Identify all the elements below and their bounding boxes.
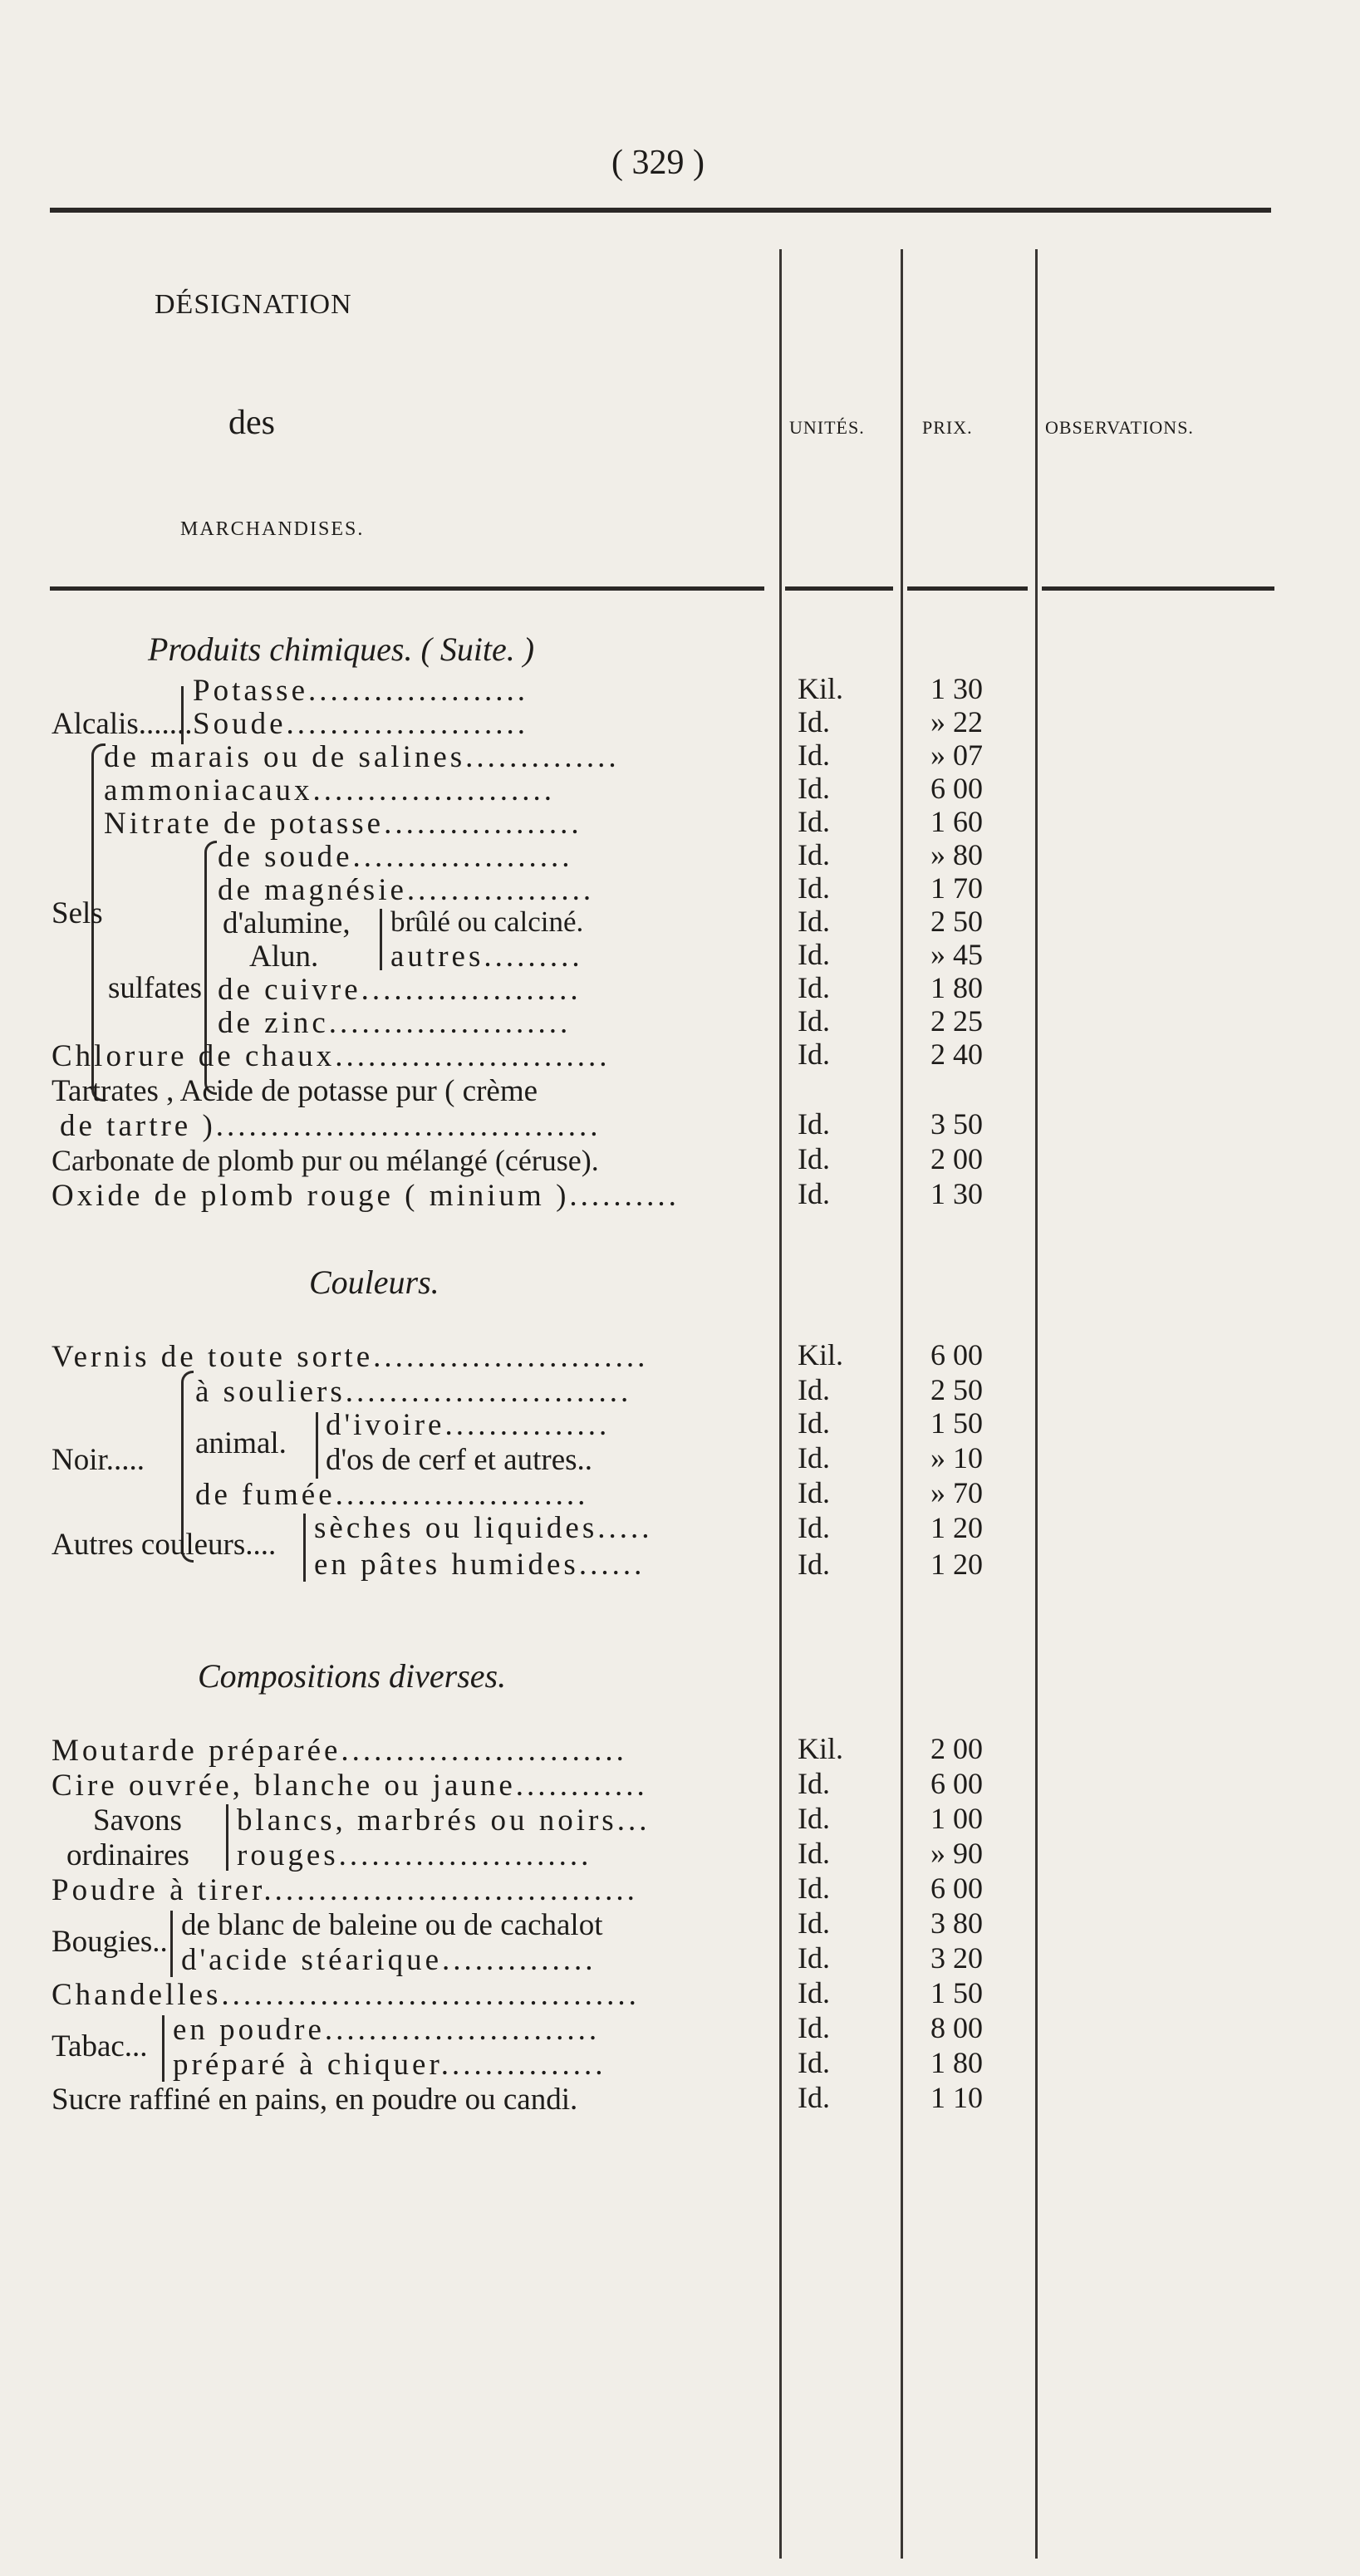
row-label: sèches ou liquides..... — [314, 1511, 653, 1545]
designation-title: DÉSIGNATION — [155, 289, 352, 320]
group-label-tabac: Tabac... — [52, 2029, 148, 2063]
row-unit: Id. — [798, 1441, 830, 1474]
row-label: Moutarde préparée.......................... — [52, 1734, 627, 1768]
section-title-couleurs: Couleurs. — [309, 1263, 439, 1301]
row-label: à souliers.......................... — [195, 1375, 632, 1409]
header-rule — [1042, 586, 1274, 591]
row-unit: Id. — [798, 1406, 830, 1440]
row-label: Sucre raffiné en pains, en poudre ou candi. — [52, 2083, 578, 2117]
row-unit: Id. — [798, 1004, 830, 1038]
row-label: d'ivoire............... — [326, 1408, 611, 1442]
row-label: Oxide de plomb rouge ( minium ).......... — [52, 1179, 680, 1213]
row-price: 1 30 — [930, 1177, 983, 1210]
row-unit: Id. — [798, 838, 830, 871]
row-unit: Id. — [798, 2081, 830, 2114]
row-label: Nitrate de potasse.................. — [104, 807, 582, 841]
row-price: 6 00 — [930, 772, 983, 805]
row-price: 6 00 — [930, 1338, 983, 1371]
row-label: Poudre à tirer.................................. — [52, 1873, 638, 1907]
row-unit: Id. — [798, 772, 830, 805]
row-unit: Id. — [798, 1976, 830, 2009]
row-label: d'acide stéarique.............. — [181, 1943, 597, 1977]
row-unit: Id. — [798, 1107, 830, 1141]
row-price: 1 60 — [930, 805, 983, 838]
row-unit: Id. — [798, 1941, 830, 1975]
brace — [162, 2015, 164, 2082]
row-price: 2 00 — [930, 1142, 983, 1175]
row-unit: Id. — [798, 938, 830, 971]
row-price: 1 80 — [930, 971, 983, 1004]
row-price: 2 50 — [930, 1373, 983, 1406]
row-unit: Id. — [798, 1548, 830, 1581]
row-label: de fumée....................... — [195, 1478, 589, 1512]
row-label: d'alumine, — [223, 906, 351, 940]
row-label: d'os de cerf et autres.. — [326, 1443, 593, 1477]
row-label: en poudre......................... — [173, 2013, 601, 2047]
brace — [380, 909, 382, 970]
row-price: 6 00 — [930, 1767, 983, 1800]
row-unit: Id. — [798, 1872, 830, 1905]
column-divider-unites — [779, 249, 782, 2559]
row-label: Tartrates , Acide de potasse pur ( crème — [52, 1074, 538, 1108]
row-label: ammoniacaux...................... — [104, 773, 556, 807]
section-title-chimiques: Produits chimiques. ( Suite. ) — [148, 631, 535, 668]
row-unit: Id. — [798, 738, 830, 772]
row-label-alun: Alun. — [249, 940, 319, 974]
row-unit: Id. — [798, 705, 830, 738]
row-price: 1 50 — [930, 1406, 983, 1440]
row-label: de soude.................... — [218, 840, 573, 874]
brace — [316, 1412, 318, 1479]
row-unit: Id. — [798, 805, 830, 838]
row-unit: Id. — [798, 1373, 830, 1406]
row-price: » 45 — [930, 938, 983, 971]
row-price: 8 00 — [930, 2011, 983, 2044]
row-unit: Id. — [798, 1906, 830, 1940]
row-price: 6 00 — [930, 1872, 983, 1905]
column-header-unites: UNITÉS. — [789, 417, 865, 438]
row-label: en pâtes humides...... — [314, 1548, 646, 1582]
row-unit: Id. — [798, 871, 830, 905]
group-label-savons: Savons — [93, 1803, 182, 1838]
row-unit: Id. — [798, 1767, 830, 1800]
row-unit: Id. — [798, 2011, 830, 2044]
column-header-prix: PRIX. — [922, 417, 973, 438]
row-label: Soude...................... — [193, 707, 528, 741]
row-price: 1 70 — [930, 871, 983, 905]
row-unit: Id. — [798, 1802, 830, 1835]
group-label-noir: Noir..... — [52, 1443, 145, 1477]
row-price: 3 20 — [930, 1941, 983, 1975]
top-rule — [50, 208, 1271, 213]
row-label: rouges....................... — [237, 1838, 592, 1872]
group-label-bougies: Bougies.. — [52, 1925, 168, 1959]
designation-marchandises: MARCHANDISES. — [180, 518, 365, 540]
row-unit: Id. — [798, 1142, 830, 1175]
row-price: » 22 — [930, 705, 983, 738]
row-label: de zinc...................... — [218, 1006, 572, 1040]
row-label: de magnésie................. — [218, 873, 595, 907]
row-price: » 10 — [930, 1441, 983, 1474]
group-label-sulfates: sulfates — [108, 971, 203, 1005]
column-header-observations: OBSERVATIONS. — [1045, 417, 1194, 438]
row-label-secondary: de tartre )................................... — [60, 1109, 601, 1143]
row-unit: Kil. — [798, 672, 844, 705]
row-price: 3 80 — [930, 1906, 983, 1940]
row-unit: Id. — [798, 1038, 830, 1071]
row-label: blancs, marbrés ou noirs... — [237, 1803, 651, 1838]
group-label-autres-couleurs: Autres couleurs.... — [52, 1528, 277, 1562]
row-price: 2 00 — [930, 1732, 983, 1765]
header-rule — [50, 586, 764, 591]
row-price: » 80 — [930, 838, 983, 871]
row-price: 2 50 — [930, 905, 983, 938]
row-unit: Kil. — [798, 1732, 844, 1765]
row-price: 1 20 — [930, 1511, 983, 1544]
brace — [226, 1804, 228, 1871]
row-price: 1 10 — [930, 2081, 983, 2114]
column-divider-prix — [901, 249, 903, 2559]
row-unit: Id. — [798, 1177, 830, 1210]
group-label-animal: animal. — [195, 1426, 287, 1460]
row-price: » 90 — [930, 1837, 983, 1870]
row-label: de cuivre.................... — [218, 973, 582, 1007]
group-label-ordinaires: ordinaires — [66, 1838, 189, 1872]
row-label: Chandelles...................................... — [52, 1978, 640, 2012]
row-label-secondary: brûlé ou calciné. — [390, 905, 584, 938]
page-number: ( 329 ) — [611, 144, 705, 182]
row-price: 2 40 — [930, 1038, 983, 1071]
row-label: Carbonate de plomb pur ou mélangé (céruse). — [52, 1144, 599, 1177]
row-unit: Id. — [798, 1837, 830, 1870]
row-price: 2 25 — [930, 1004, 983, 1038]
row-label: Potasse.................... — [193, 674, 528, 708]
section-title-compositions: Compositions diverses. — [198, 1657, 507, 1695]
row-price: 1 80 — [930, 2046, 983, 2079]
brace — [181, 686, 184, 744]
row-label: Cire ouvrée, blanche ou jaune............ — [52, 1769, 648, 1803]
row-label: de marais ou de salines.............. — [104, 740, 620, 774]
header-rule — [785, 586, 893, 591]
row-label: Chlorure de chaux......................... — [52, 1039, 611, 1073]
row-unit: Id. — [798, 2046, 830, 2079]
row-label: Vernis de toute sorte......................... — [52, 1340, 649, 1374]
row-price: 3 50 — [930, 1107, 983, 1141]
row-unit: Id. — [798, 971, 830, 1004]
row-price: » 07 — [930, 738, 983, 772]
row-price: 1 50 — [930, 1976, 983, 2009]
row-price: 1 00 — [930, 1802, 983, 1835]
row-price: » 70 — [930, 1476, 983, 1509]
header-rule — [907, 586, 1028, 591]
row-unit: Id. — [798, 1511, 830, 1544]
row-unit: Kil. — [798, 1338, 844, 1371]
group-label-sels: Sels — [52, 896, 103, 930]
row-label: autres......... — [390, 940, 583, 974]
row-price: 1 20 — [930, 1548, 983, 1581]
row-label: préparé à chiquer............... — [173, 2048, 606, 2082]
column-divider-observations — [1035, 249, 1038, 2559]
brace — [170, 1911, 173, 1977]
row-unit: Id. — [798, 905, 830, 938]
row-label: de blanc de baleine ou de cachalot — [181, 1908, 603, 1942]
row-unit: Id. — [798, 1476, 830, 1509]
brace — [303, 1514, 306, 1582]
group-label-alcalis: Alcalis....... — [52, 707, 193, 741]
row-price: 1 30 — [930, 672, 983, 705]
designation-des: des — [228, 404, 275, 442]
